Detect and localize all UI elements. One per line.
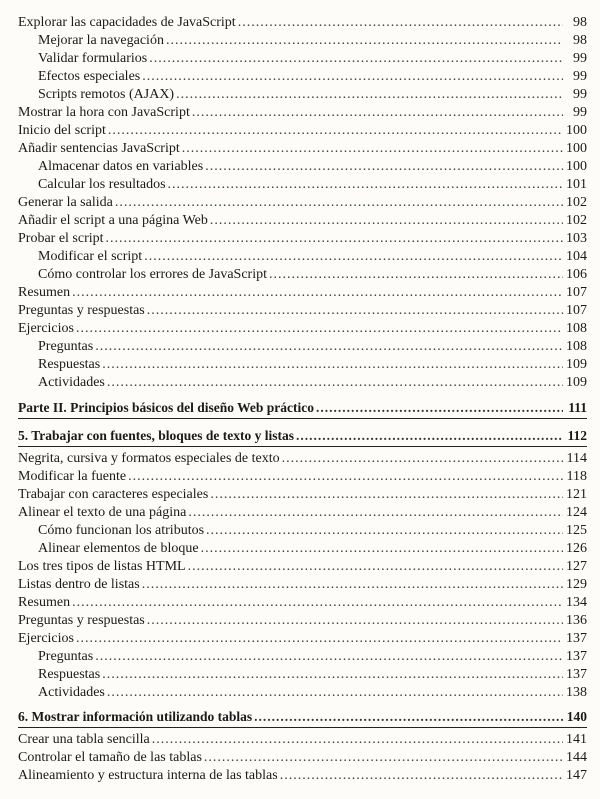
toc-page-number: 114: [566, 451, 587, 466]
toc-entry-title: Cómo controlar los errores de JavaScript: [38, 267, 267, 282]
toc-entry-title: Respuestas: [38, 667, 101, 682]
toc-entry: [18, 320, 587, 338]
toc-entry-title: Negrita, cursiva y formatos especiales de texto: [18, 451, 280, 466]
toc-page-number: 107: [566, 285, 587, 300]
toc-entry-title: Calcular los resultados: [38, 177, 166, 192]
toc-subentry: [38, 338, 587, 356]
toc-page-number: 140: [566, 709, 587, 724]
toc-entry: [18, 576, 587, 594]
toc-page-number: 108: [566, 321, 587, 336]
dot-leader: [142, 68, 563, 86]
toc-subentry: [38, 32, 587, 50]
toc-page-number: 136: [566, 613, 587, 628]
toc-page-number: 111: [568, 400, 587, 415]
toc-subentry: [38, 176, 587, 194]
toc-subentry: [38, 374, 587, 392]
toc-subentry: [38, 158, 587, 176]
toc-subentry: [38, 248, 587, 266]
toc-page-number: 109: [566, 357, 587, 372]
toc-page-number: 99: [573, 105, 587, 120]
toc-entry: [18, 731, 587, 749]
toc-page-number: 98: [573, 15, 587, 30]
dot-leader: [188, 558, 563, 576]
toc-page-number: 144: [566, 750, 587, 765]
dot-leader: [102, 356, 563, 374]
toc-entry-title: Alinear elementos de bloque: [38, 541, 199, 556]
toc-heading: [18, 399, 587, 417]
toc-subentry: [38, 540, 587, 558]
dot-leader: [238, 14, 563, 32]
toc-entry-title: Respuestas: [38, 357, 101, 372]
toc-page-number: 134: [566, 595, 587, 610]
toc-page-number: 125: [566, 523, 587, 538]
toc-entry-title: 6. Mostrar información utilizando tablas: [18, 709, 253, 724]
dot-leader: [280, 767, 563, 785]
toc-page-number: 102: [566, 195, 587, 210]
toc-entry: [18, 558, 587, 576]
dot-leader: [206, 522, 563, 540]
dot-leader: [176, 86, 563, 104]
dot-leader: [108, 122, 563, 140]
dot-leader: [95, 338, 563, 356]
toc-subentry: [38, 666, 587, 684]
toc-entry-title: Validar formularios: [38, 51, 148, 66]
dot-leader: [142, 576, 563, 594]
toc-page-number: 141: [566, 732, 587, 747]
toc-subentry: [38, 86, 587, 104]
dot-leader: [201, 540, 563, 558]
toc-entry: [18, 612, 587, 630]
toc-entry-title: Preguntas y respuestas: [18, 303, 145, 318]
toc-page-number: 107: [566, 303, 587, 318]
toc-subentry: [38, 356, 587, 374]
toc-page-number: 101: [566, 177, 587, 192]
toc-entry: [18, 230, 587, 248]
toc-entry-title: Mejorar la navegación: [38, 33, 164, 48]
dot-leader: [205, 158, 563, 176]
toc-page-number: 129: [566, 577, 587, 592]
toc-heading: [18, 708, 587, 726]
toc-entry-title: Crear una tabla sencilla: [18, 732, 150, 747]
toc-page-number: 137: [566, 667, 587, 682]
toc-entry-title: Listas dentro de listas: [18, 577, 140, 592]
toc-entry-title: Modificar el script: [38, 249, 143, 264]
dot-leader: [128, 468, 563, 486]
toc-entry-title: Preguntas: [38, 649, 94, 664]
toc-entry-title: Modificar la fuente: [18, 469, 127, 484]
toc-page-number: 124: [566, 505, 587, 520]
dot-leader: [269, 266, 563, 284]
toc-entry-title: Actividades: [38, 375, 105, 390]
toc-page-number: 112: [567, 428, 587, 443]
toc-entry-title: Añadir el script a una página Web: [18, 213, 208, 228]
toc-page-number: 100: [566, 123, 587, 138]
dot-leader: [210, 212, 563, 230]
toc-entry: [18, 450, 587, 468]
dot-leader: [254, 708, 563, 726]
dot-leader: [168, 176, 563, 194]
toc-page-number: 108: [566, 339, 587, 354]
dot-leader: [95, 648, 563, 666]
dot-leader: [76, 630, 563, 648]
toc-entry-title: Cómo funcionan los atributos: [38, 523, 205, 538]
toc-entry-title: Actividades: [38, 685, 105, 700]
toc-page-number: 137: [566, 649, 587, 664]
toc-entry: [18, 749, 587, 767]
toc-entry-title: Efectos especiales: [38, 69, 141, 84]
toc-entry-title: Resumen: [18, 285, 71, 300]
toc-entry-title: Ejercicios: [18, 321, 74, 336]
toc-subentry: [38, 68, 587, 86]
toc-entry: [18, 630, 587, 648]
toc-page-number: 138: [566, 685, 587, 700]
toc-subentry: [38, 522, 587, 540]
toc-page-number: 103: [566, 231, 587, 246]
dot-leader: [106, 230, 563, 248]
toc-entry: [18, 468, 587, 486]
dot-leader: [107, 374, 563, 392]
toc-page-number: 99: [573, 51, 587, 66]
toc-subentry: [38, 648, 587, 666]
dot-leader: [115, 194, 563, 212]
toc-page-number: 118: [566, 469, 587, 484]
toc-heading: [18, 427, 587, 445]
dot-leader: [144, 248, 563, 266]
toc-entry: [18, 140, 587, 158]
toc-page-number: 147: [566, 768, 587, 783]
toc-entry-title: Preguntas y respuestas: [18, 613, 145, 628]
toc-entry: [18, 212, 587, 230]
toc-entry-title: Alineamiento y estructura interna de las tablas: [18, 768, 278, 783]
toc-entry-title: Generar la salida: [18, 195, 113, 210]
toc-entry-title: Explorar las capacidades de JavaScript: [18, 15, 236, 30]
toc-page-number: 109: [566, 375, 587, 390]
dot-leader: [107, 684, 563, 702]
toc-entry: [18, 14, 587, 32]
toc-entry: [18, 486, 587, 504]
dot-leader: [147, 612, 563, 630]
toc-page-number: 126: [566, 541, 587, 556]
toc-page-number: 106: [566, 267, 587, 282]
toc-entry: [18, 284, 587, 302]
dot-leader: [149, 50, 563, 68]
dot-leader: [72, 594, 563, 612]
toc-entry: [18, 504, 587, 522]
toc-entry-title: Almacenar datos en variables: [38, 159, 204, 174]
dot-leader: [147, 302, 563, 320]
toc-entry-title: Parte II. Principios básicos del diseño Web práctico: [18, 400, 314, 415]
toc-entry-title: Ejercicios: [18, 631, 74, 646]
toc-entry-title: Mostrar la hora con JavaScript: [18, 105, 190, 120]
toc-page-number: 98: [573, 33, 587, 48]
toc-page-number: 127: [566, 559, 587, 574]
toc-page-number: 104: [566, 249, 587, 264]
toc-page-number: 102: [566, 213, 587, 228]
dot-leader: [72, 284, 563, 302]
toc-entry: [18, 122, 587, 140]
dot-leader: [296, 427, 563, 445]
toc-entry-title: Scripts remotos (AJAX): [38, 87, 175, 102]
toc-entry: [18, 594, 587, 612]
dot-leader: [166, 32, 563, 50]
toc-entry-title: Inicio del script: [18, 123, 106, 138]
dot-leader: [316, 399, 563, 417]
toc-entry-title: Preguntas: [38, 339, 94, 354]
toc-subentry: [38, 266, 587, 284]
heading-rule: [18, 418, 587, 419]
toc-subentry: [38, 684, 587, 702]
dot-leader: [76, 320, 563, 338]
dot-leader: [192, 104, 563, 122]
toc-entry-title: Probar el script: [18, 231, 104, 246]
dot-leader: [102, 666, 563, 684]
toc-entry-title: Alinear el texto de una página: [18, 505, 187, 520]
toc-entry: [18, 194, 587, 212]
toc-page-number: 99: [573, 87, 587, 102]
dot-leader: [210, 486, 563, 504]
dot-leader: [204, 749, 563, 767]
toc-entry-title: 5. Trabajar con fuentes, bloques de texto y listas: [18, 428, 295, 443]
toc-entry-title: Resumen: [18, 595, 71, 610]
dot-leader: [188, 504, 563, 522]
dot-leader: [152, 731, 563, 749]
heading-rule: [18, 446, 587, 447]
toc-page-number: 137: [566, 631, 587, 646]
toc-entry: [18, 104, 587, 122]
toc-entry: [18, 767, 587, 785]
toc-page-number: 100: [566, 141, 587, 156]
toc-subentry: [38, 50, 587, 68]
toc-page-number: 99: [573, 69, 587, 84]
toc-entry: [18, 302, 587, 320]
toc-entry-title: Añadir sentencias JavaScript: [18, 141, 180, 156]
toc-page-number: 121: [566, 487, 587, 502]
toc-page-number: 100: [566, 159, 587, 174]
toc-entry-title: Controlar el tamaño de las tablas: [18, 750, 202, 765]
dot-leader: [282, 450, 563, 468]
heading-rule: [18, 727, 587, 728]
toc-entry-title: Trabajar con caracteres especiales: [18, 487, 209, 502]
toc-entry-title: Los tres tipos de listas HTML: [18, 559, 186, 574]
dot-leader: [182, 140, 563, 158]
